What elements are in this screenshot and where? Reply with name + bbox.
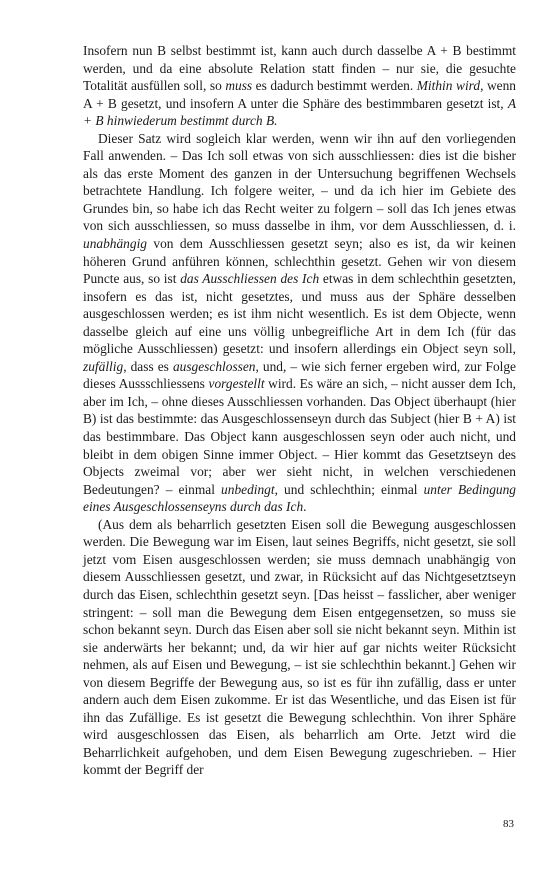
emphasized-text: vorgestellt <box>208 376 265 392</box>
emphasized-text: Mithin wird <box>416 78 481 94</box>
text-run: es dadurch bestimmt werden. <box>252 78 417 94</box>
text-run: Insofern nun B selbst bestimmt ist, kann auch durch dasselbe A + B bestimmt werden, und da eine absolute Relation statt finden – nur sie, die gesuchte Totalität ausfüllen soll, so <box>83 43 516 94</box>
text-run: wird. Es wäre an sich, – nicht ausser dem Ich, aber im Ich, – ohne dieses Ausschliessen vorhanden. Das Object überhaupt (hier B) ist das bestimmte: das Ausgeschlossenseyn durch das Subject (hier B + A) ist das bestimmbare. Das Object kann ausgeschlossen seyn oder auch nicht, und bleibt in dem obigen Sinne immer Object. – Hier kommt das Gesetztseyn des Objects zweimal vor; aber wer sieht nicht, in welchen verschiedenen Bedeutungen? – einmal <box>83 376 516 497</box>
text-run: , wenn A + B gesetzt, und insofern A unter die Sphäre des bestimmbaren gesetzt ist, <box>83 78 516 111</box>
page-number: 83 <box>503 818 514 830</box>
emphasized-text: das Ausschliessen des Ich <box>180 271 320 287</box>
emphasized-text: A + B hinwiederum bestimmt durch B. <box>83 95 516 129</box>
emphasized-text: unter Bedingung eines Ausgeschlossenseyns durch das Ich <box>83 481 516 515</box>
emphasized-text: unbedingt <box>221 481 275 497</box>
text-run: Dieser Satz wird sogleich klar werden, wenn wir ihn auf den vorliegenden Fall anwenden. – Das Ich soll etwas von sich ausschliessen: dies ist die bisher als das erste Moment des ganzen in der Untersuchung begriffenen Wechsels betrachtete Handlung. Ich folgere weiter, – und da ich hier im Gebiete des Grundes bin, so habe ich das Recht weiter zu folgern – soll das Ich jenes etwas von sich ausschliessen, so muss dasselbe in ihm, vor dem Ausschliessen, d. i. <box>83 130 516 234</box>
text-run: , dass es <box>123 358 173 374</box>
paragraph <box>83 130 516 516</box>
emphasized-text: unabhängig <box>83 236 147 252</box>
emphasized-text: zufällig <box>83 358 124 374</box>
text-run: , und schlechthin; einmal <box>274 481 424 497</box>
text-run: von dem Ausschliessen gesetzt seyn; also es ist, da wir keinen höheren Grund anführen können, schlechthin gesetzt. Gehen wir von diesem Puncte aus, so ist <box>83 236 516 287</box>
text-run: etwas in dem schlechthin gesetzten, insofern es das ist, nicht gesetztes, und muss aus der Sphäre desselben ausgeschlossen werden; es ist ihm nicht wesentlich. Es ist dem Objecte, wenn dasselbe gleich auf eine uns völlig unbegreifliche Art in dem Ich (für das mögliche Ausschliessen) gesetzt: und insofern allerdings ein Object seyn soll, <box>83 271 516 357</box>
text-run: , und, – wie sich ferner ergeben wird, zur Folge dieses Aussschliessens <box>83 358 516 392</box>
text-run: . <box>303 499 307 515</box>
paragraph <box>83 516 516 779</box>
paragraph <box>83 42 516 130</box>
emphasized-text: muss <box>225 78 253 94</box>
emphasized-text: ausgeschlossen <box>172 358 256 374</box>
text-run: (Aus dem als beharrlich gesetzten Eisen soll die Bewegung ausgeschlossen werden. Die Bewegung war im Eisen, laut seines Begriffs, nicht gesetzt, sie soll jetzt vom Eisen ausgeschlossen werden; sie muss demnach unabhängig von diesem Ausschliessen gesetzt, und zwar, in Rücksicht auf das Nichtgesetztseyn durch das Eisen, schlechthin gesetzt seyn. [Das heisst – fasslicher, aber weniger stringent: – soll man die Bewegung dem Eisen entgegensetzen, so muss sie schon bekannt seyn. Durch das Eisen aber soll sie nicht bekannt seyn. Mithin ist sie anderwärts her bekannt; und, da wir hier auf gar nichts weiter Rücksicht nehmen, als auf Eisen und Bewegung, – ist sie schlechthin bekannt.] Gehen wir von diesem Begriffe der Bewegung aus, so ist es für ihn zufällig, dass er unter andern auch dem Eisen zukomme. Er ist das Wesentliche, und das Eisen ist für ihn das Zufällige. Es ist gesetzt die Bewegung schlechthin. Von ihrer Sphäre wird ausgeschlossen das Eisen, als beharrlich am Orte. Jetzt wird die Beharrlichkeit aufgehoben, und dem Eisen Bewegung zugeschrieben. – Hier kommt der Begriff der <box>83 516 516 778</box>
body-text <box>83 42 516 779</box>
